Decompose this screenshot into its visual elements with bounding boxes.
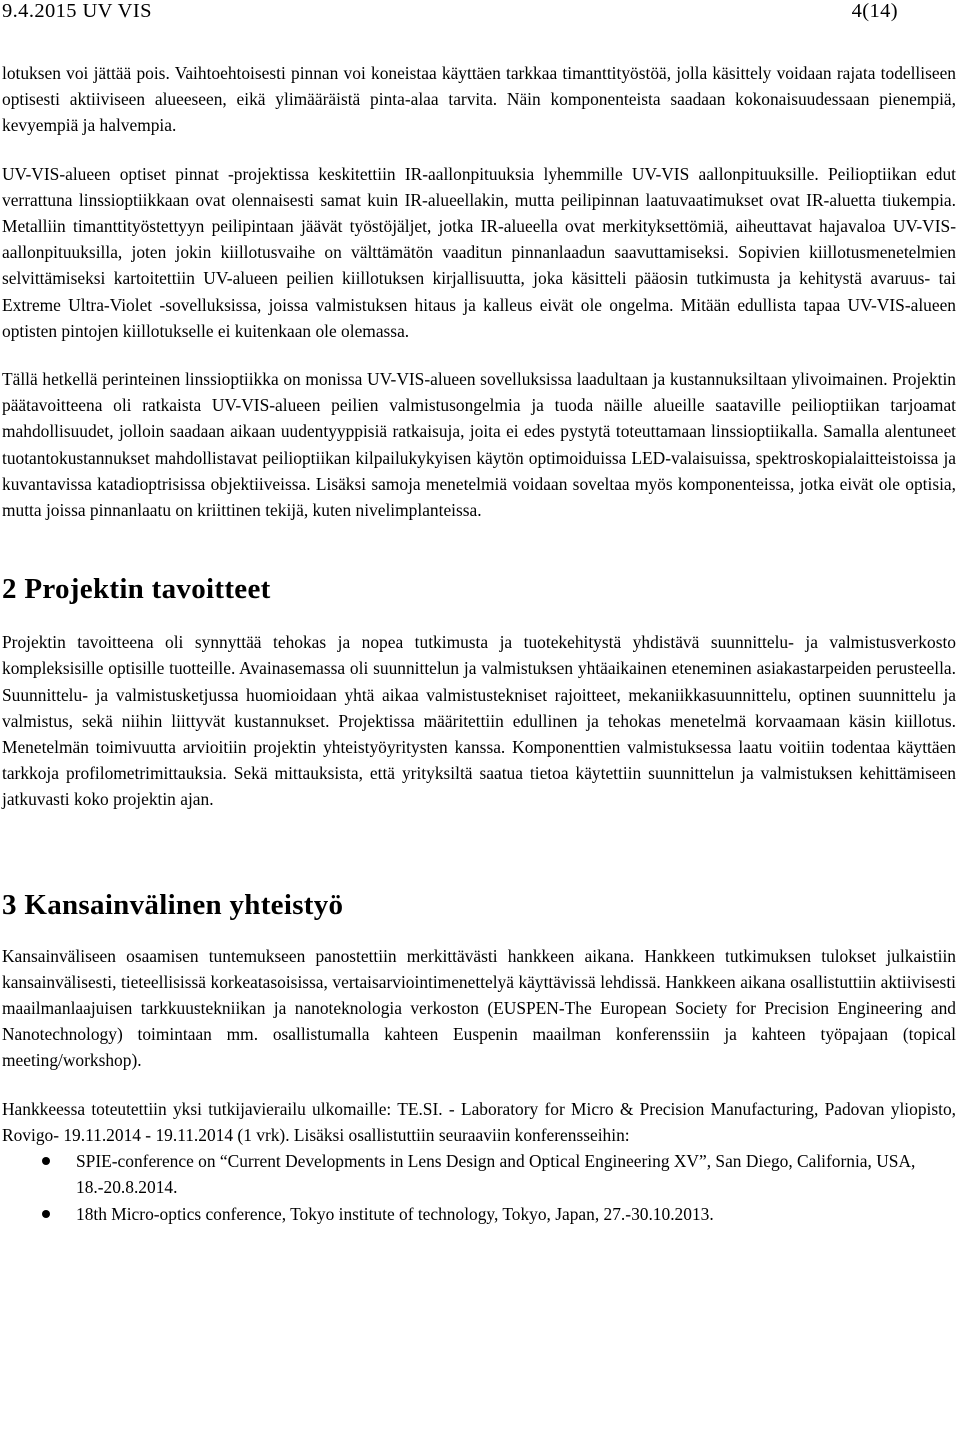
conference-list (2, 1148, 956, 1227)
paragraph-international: Kansainväliseen osaamisen tuntemukseen panostettiin merkittävästi hankkeen aikana. Hankkeen tutkimuksen tulokset julkaistiin kansainvälisesti, tieteellisissä korkeatasoisissa, vertaisarviointimenettelyä käyttävissä lehdissä. Hankkeen aikana osallistuttiin aktiivisesti maailmanlaajuisen tarkkuustekniikan ja nanoteknologia verkoston (EUSPEN-The European Society for Precision Engineering and Nanotechnology) toimintaan mm. osallistumalla kahteen Euspenin maailman konferenssiin ja kahteen työpajaan (topical meeting/workshop). (2, 945, 956, 1071)
bullet-icon (42, 1157, 50, 1165)
paragraph-lens-optics: Tällä hetkellä perinteinen linssioptiikka on monissa UV-VIS-alueen sovelluksissa laadultaan ja kustannuksiltaan ylivoimainen. Projektin päätavoitteena oli ratkaista UV-VIS-alueen peilien valmistusongelmia ja tuoda näille alueille saataville peilioptiikan tarjoamat mahdollisuudet, jolloin saadaan aikaan uudentyyppisiä ratkaisuja, joita ei edes pystytä toteuttamaan linssioptiikalla. Samalla alentuneet tuotantokustannukset mahdollistavat peilioptiikan kilpailukykyisen käytön optimoiduissa LED-valaisuissa, spektroskopialaitteistoissa ja kuvantavissa katadioptrisissa objektiiveissa. Lisäksi samoja menetelmiä voidaan soveltaa myös komponenteissa, jotka eivät ole optisia, mutta joissa pinnanlaatu on kriittinen tekijä, kuten nivelimplanteissa. (2, 369, 956, 521)
list-item (2, 1148, 956, 1200)
page-header (2, 0, 898, 28)
document-body (2, 60, 956, 1227)
section-heading-international: 3 Kansainvälinen yhteistyö (2, 888, 344, 921)
list-item-text: 18th Micro-optics conference, Tokyo institute of technology, Tokyo, Japan, 27.-30.10.2013. (76, 1203, 714, 1224)
bullet-icon (42, 1210, 50, 1218)
section-heading-goals: 2 Projektin tavoitteet (2, 573, 271, 606)
paragraph-intro: lotuksen voi jättää pois. Vaihtoehtoisesti pinnan voi koneistaa käyttäen tarkkaa timanttityöstöä, jolla käsittely voidaan rajata todelliseen optisesti aktiiviseen alueeseen, eikä ylimääräistä pinta-alaa tarvita. Näin komponenteista saadaan kokonaisuudessaan pienempiä, kevyempiä ja halvempia. (2, 63, 956, 136)
paragraph-goals: Projektin tavoitteena oli synnyttää tehokas ja nopea tutkimusta ja tuotekehitystä yhdistävä suunnittelu- ja valmistusverkosto kompleksisille optisille tuotteille. Avainasemassa oli suunnittelun ja valmistuksen yhtäaikainen eteneminen asiakastarpeiden perusteella. Suunnittelu- ja valmistusketjussa huomioidaan yhtä aikaa valmistustekniset rajoitteet, mekaniikkasuunnittelu, optinen suunnittelu ja valmistus, sekä niihin liittyvät kustannukset. Projektissa määritettiin edullinen ja tehokas menetelmä korvaamaan käsin kiillotus. Menetelmän toimivuutta arvioitiin projektin yhteistyöyritysten kanssa. Komponenttien valmistuksessa laatu voitiin todentaa käyttäen tarkkoja profilometrimittauksia. Sekä mittauksista, että yrityksiltä saatua tietoa käytettiin suunnittelun ja valmistuksen kehittämiseen jatkuvasti koko projektin ajan. (2, 632, 956, 810)
list-item-text: SPIE-conference on “Current Developments in Lens Design and Optical Engineering XV”, San Diego, California, USA, 18.-20.8.2014. (76, 1151, 916, 1198)
list-item (2, 1201, 956, 1227)
paragraph-uv-vis: UV-VIS-alueen optiset pinnat -projektissa keskitettiin IR-aallonpituuksia lyhemmille UV-VIS aallonpituuksille. Peilioptiikan edut verrattuna linssioptiikkaan ovat olennaisesti samat kuin IR-alueellakin, mutta peilipinnan laatuvaatimukset ovat IR-aluetta tiukempia. Metalliin timanttityöstettyyn peilipintaan jäävät työstöjäljet, jotka IR-alueella ovat merkityksettömiä, aiheuttavat hajavaloa UV-VIS-aallonpituuksilla, joten jokin kiillotusvaihe on välttämätön vaaditun pinnanlaadun saavuttamiseksi. Sopivien kiillotusmenetelmien selvittämiseksi kartoitettiin UV-alueen peilien kiillotuksen kirjallisuutta, joka käsitteli pääosin tutkimusta ja kehitystä avaruus- tai Extreme Ultra-Violet -sovelluksissa, joissa valmistuksen hitaus ja kalleus eivät ole ongelma. Mitään edullista tapaa UV-VIS-alueen optisten pintojen kiillotukselle ei kuitenkaan ole olemassa. (2, 163, 956, 341)
header-page-number: 4(14) (851, 0, 898, 22)
header-date: 9.4.2015 UV VIS (2, 0, 152, 22)
paragraph-research-visit: Hankkeessa toteutettiin yksi tutkijavierailu ulkomaille: TE.SI. - Laboratory for Micro & Precision Manufacturing, Padovan yliopisto, Rovigo- 19.11.2014 - 19.11.2014 (1 vrk). Lisäksi osallistuttiin seuraaviin konferensseihin: (2, 1098, 956, 1145)
